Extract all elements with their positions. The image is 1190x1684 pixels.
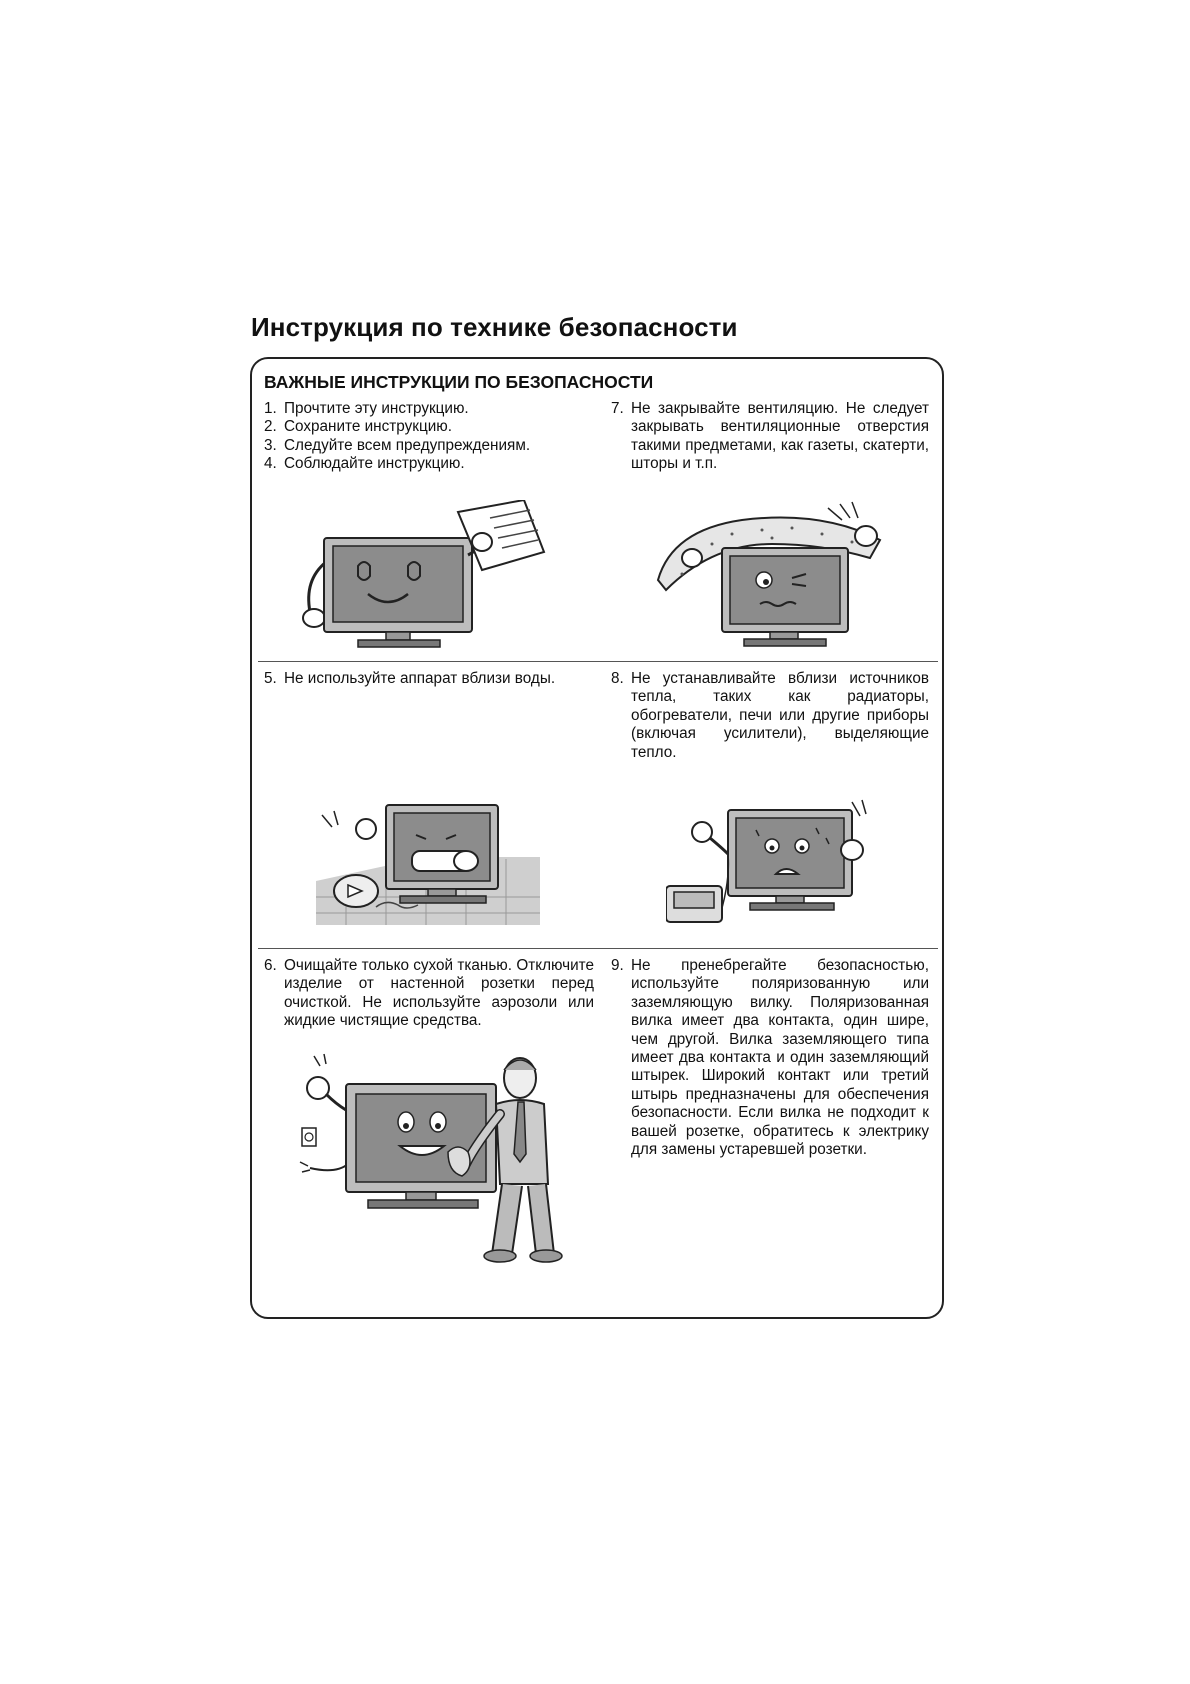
list-top-left	[264, 400, 594, 474]
tv-near-heater-illustration	[666, 798, 886, 928]
item-text: Соблюдайте инструкцию.	[284, 455, 465, 473]
item-text: Прочтите эту инструкцию.	[284, 400, 469, 417]
page-title: Инструкция по технике безопасности	[251, 312, 738, 342]
item-text: Не используйте аппарат вблизи воды.	[284, 670, 556, 687]
item-text: Не закрывайте вентиляцию. Не следует закрывать вентиляционные отверстия такими предметами, как газеты, скатерти, шторы и т.п.	[631, 400, 929, 473]
item-text: Не устанавливайте вблизи источников тепла, таких как радиаторы, обогреватели, печи или другие приборы (включая усилители), выделяющие тепло.	[631, 670, 929, 761]
item-number: 9.	[611, 957, 624, 974]
list-item	[264, 455, 594, 473]
item-text: Не пренебрегайте безопасностью, используйте поляризованную или заземляющую вилку. Поляризованная вилка имеет два контакта, один шире, чем другой. Вилка заземляющего типа имеет два контакта и один заземляющий штырек. Широкий контакт или третий штырь предназначены для обеспечения безопасности. Если вилка не подходит к вашей розетке, обратитесь к электрику для замены устаревшей розетки.	[631, 957, 929, 1159]
item-number: 3.	[264, 436, 277, 454]
item-number: 2.	[264, 418, 277, 436]
instruction-5	[264, 670, 594, 688]
item-number: 1.	[264, 400, 277, 417]
instruction-9	[611, 957, 929, 1159]
list-item	[264, 437, 594, 455]
instruction-7	[611, 400, 929, 474]
tv-reading-manual-illustration	[296, 500, 556, 650]
item-text: Сохраните инструкцию.	[284, 418, 452, 436]
item-number: 5.	[264, 670, 277, 687]
item-text: Следуйте всем предупреждениям.	[284, 436, 531, 454]
row-divider	[258, 661, 938, 662]
instruction-6	[264, 957, 594, 1031]
item-number: 4.	[264, 455, 277, 473]
item-number: 7.	[611, 400, 624, 417]
list-item	[264, 400, 594, 418]
list-item	[264, 418, 594, 436]
tv-covered-vents-illustration	[652, 500, 892, 650]
section-heading: ВАЖНЫЕ ИНСТРУКЦИИ ПО БЕЗОПАСНОСТИ	[264, 372, 654, 392]
man-cleaning-tv-illustration	[296, 1044, 564, 1264]
instruction-8	[611, 670, 929, 762]
row-divider	[258, 948, 938, 949]
item-number: 6.	[264, 957, 277, 974]
item-number: 8.	[611, 670, 624, 687]
tv-water-splash-illustration	[316, 797, 540, 927]
item-text: Очищайте только сухой тканью. Отключите изделие от настенной розетки перед очисткой. Не используйте аэрозоли или жидкие чистящие средства.	[284, 957, 594, 1030]
